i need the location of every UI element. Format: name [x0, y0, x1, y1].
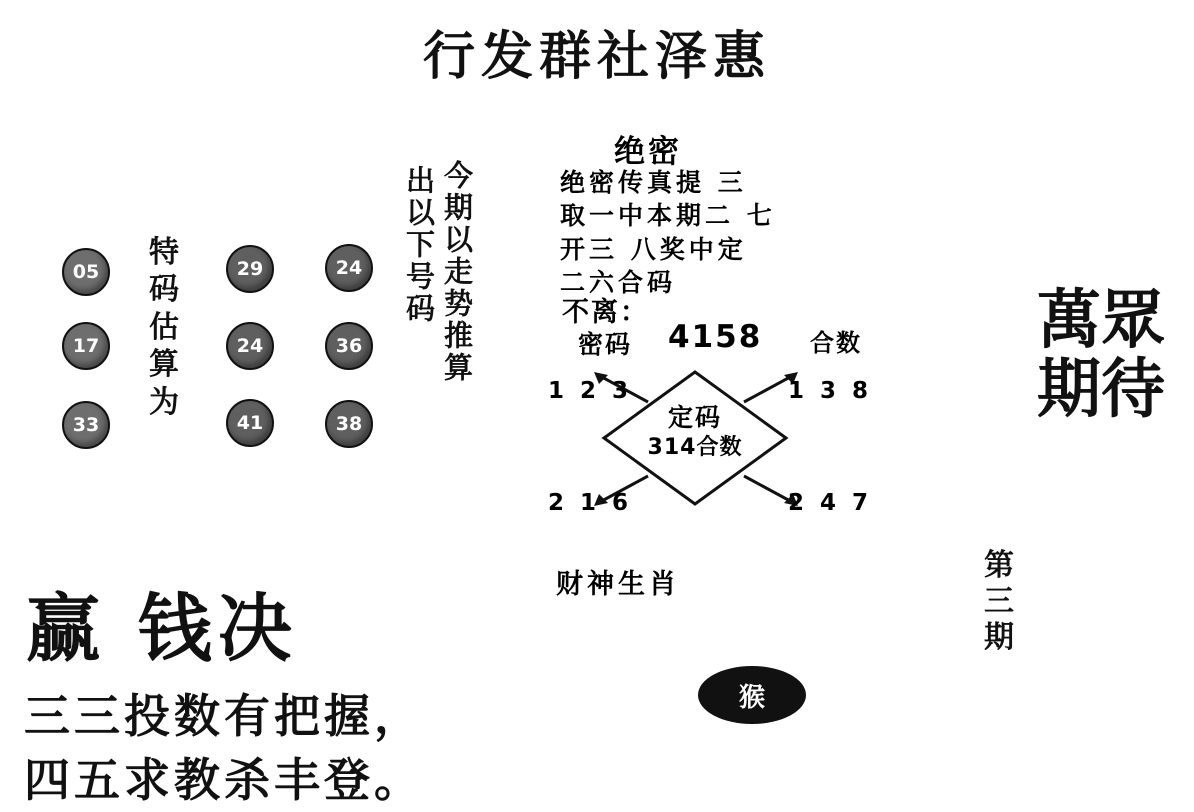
ball-col2-2: 24 — [226, 322, 274, 370]
te-ma-label-char-2: 码 — [149, 272, 179, 308]
diamond-corner-top-left: 1 2 3 — [548, 378, 633, 404]
calligraphy-title: 萬眾期待 — [1037, 283, 1165, 428]
mima-label: 密码 — [578, 330, 633, 359]
issue-label: 第三期 — [984, 548, 1014, 655]
te-ma-label-char-1: 特 — [149, 235, 179, 270]
secret-line-4: 二六合码 — [560, 268, 677, 297]
slogan-line-2: 四五求教杀丰登。 — [24, 753, 424, 807]
ball-col3-1: 24 — [325, 244, 373, 292]
ball-col1-2: 17 — [62, 322, 110, 370]
slogan-line-1: 三三投数有把握， — [24, 689, 424, 743]
diamond-title: 定码 — [667, 403, 722, 432]
ball-col1-1: 05 — [62, 248, 110, 296]
win-money-title: 赢 钱决 — [26, 586, 298, 672]
secret-title: 绝密 — [614, 134, 682, 170]
caishen-label: 财神生肖 — [556, 569, 680, 600]
ball-col3-2: 36 — [325, 322, 373, 370]
buli-label: 不离： — [562, 297, 649, 328]
secret-line-1: 绝密传真提 三 — [560, 168, 747, 197]
secret-line-2: 取一中本期二 七 — [560, 201, 776, 230]
ball-col2-1: 29 — [226, 245, 274, 293]
ball-col3-3: 38 — [325, 400, 373, 448]
zodiac-badge: 猴 — [698, 666, 806, 724]
diamond-corner-top-right: 1 3 8 — [788, 378, 873, 404]
page-title: 行发群社泽惠 — [422, 27, 771, 87]
diamond-subtitle: 314合数 — [647, 435, 743, 460]
te-ma-label-char-3: 估 — [149, 309, 179, 345]
ball-col1-3: 33 — [62, 401, 110, 449]
vertical-text-numbers: 出以下号码 — [402, 165, 436, 325]
te-ma-label — [134, 235, 194, 420]
secret-line-3: 开三 八奖中定 — [560, 235, 747, 264]
ball-col2-3: 41 — [226, 399, 274, 447]
te-ma-label-char-5: 为 — [149, 384, 179, 420]
diamond-corner-bottom-right: 2 4 7 — [788, 490, 873, 516]
vertical-text-trend: 今期以走势推算 — [440, 160, 474, 384]
heshu-label: 合数 — [810, 329, 862, 357]
te-ma-label-char-4: 算 — [149, 347, 179, 383]
diamond-corner-bottom-left: 2 1 6 — [548, 490, 633, 516]
mima-value: 4158 — [668, 319, 763, 355]
